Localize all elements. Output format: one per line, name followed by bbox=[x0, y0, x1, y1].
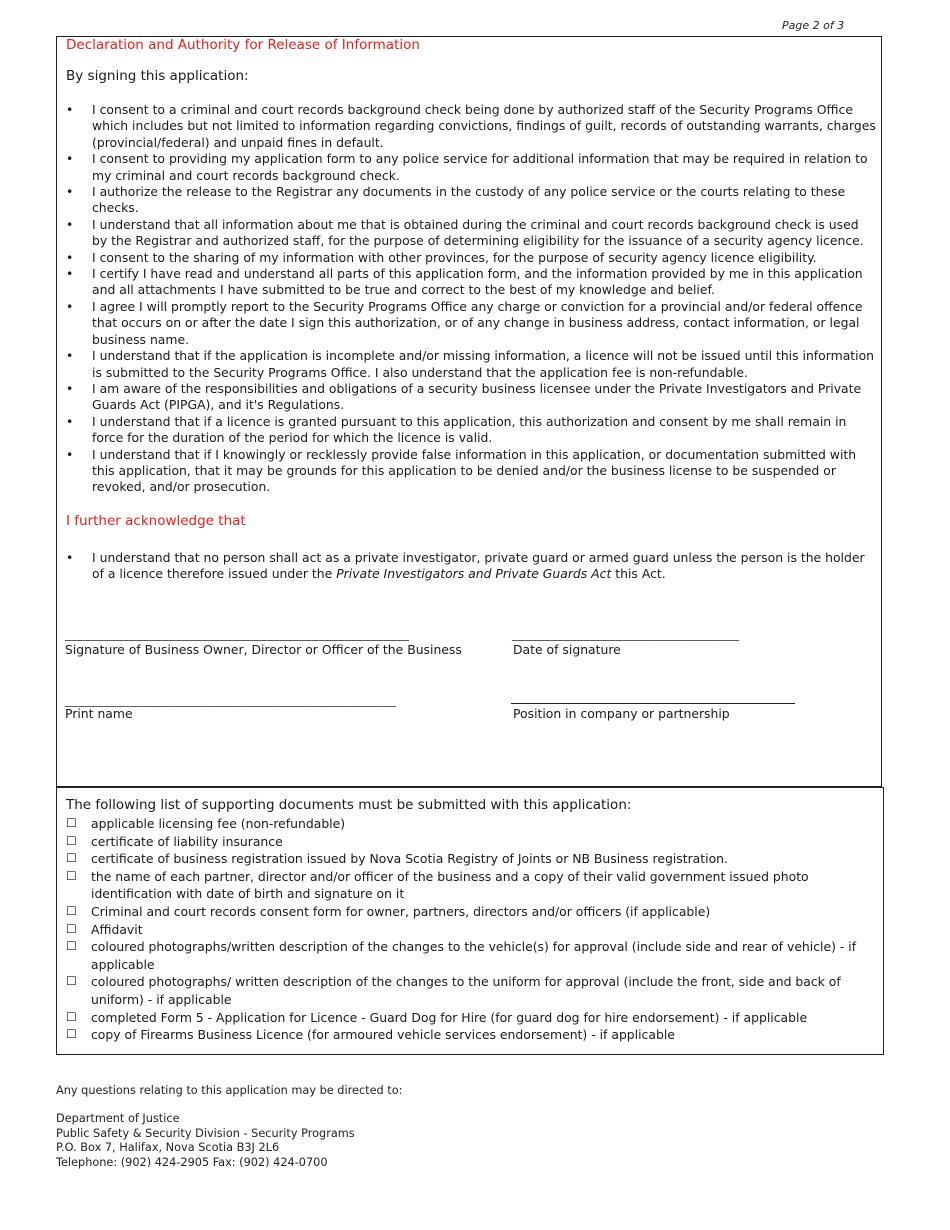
list-item: • I understand that if a licence is granted pursuant to this application, this authorization and consent by me shall remain in force for the duration of the period for which the licence is valid. bbox=[66, 413, 847, 446]
checkbox-icon[interactable]: ☐ bbox=[66, 868, 77, 883]
checkbox-icon[interactable]: ☐ bbox=[66, 939, 77, 954]
checkbox-icon[interactable]: ☐ bbox=[66, 1009, 77, 1024]
contact-division: Public Safety & Security Division - Security Programs bbox=[56, 1126, 355, 1140]
bullet-icon: • bbox=[66, 380, 74, 396]
bullet-icon: • bbox=[66, 348, 74, 364]
position-line[interactable] bbox=[511, 703, 795, 704]
act-name: Private Investigators and Private Guards Act bbox=[336, 566, 612, 582]
page-number: Page 2 of 3 bbox=[782, 19, 845, 32]
contact-phone: Telephone: (902) 424-2905 Fax: (902) 424-0700 bbox=[56, 1155, 328, 1169]
list-item: • I understand that all information about me that is obtained during the criminal and court records background check is used by the Registrar and authorized staff, for the purpose of determining eligibility for the issuance of a security agency licence. bbox=[66, 216, 864, 249]
list-item[interactable]: ☐ coloured photographs/written description of the changes to the vehicle(s) for approval (include side and rear of vehicle) - if applicable bbox=[66, 939, 857, 972]
bullet-icon: • bbox=[66, 298, 74, 314]
list-item[interactable]: ☐ certificate of business registration issued by Nova Scotia Registry of Joints or NB Business registration. bbox=[66, 851, 728, 867]
acknowledge-heading: I further acknowledge that bbox=[66, 513, 246, 529]
contact-intro: Any questions relating to this application may be directed to: bbox=[56, 1084, 403, 1097]
contact-block bbox=[56, 1112, 355, 1170]
acknowledge-statement: • I understand that no person shall act as a private investigator, private guard or armed guard unless the person is the holder of a licence therefore issued under the Private Investigators and Private Guards Act this Act. bbox=[66, 550, 865, 582]
list-item: • I consent to the sharing of my information with other provinces, for the purpose of security agency licence eligibility. bbox=[66, 249, 817, 265]
signature-line[interactable]: _____________________________________________________ bbox=[65, 626, 410, 641]
bullet-icon: • bbox=[66, 266, 74, 282]
bullet-icon: • bbox=[66, 102, 74, 117]
list-item[interactable]: ☐ certificate of liability insurance bbox=[66, 833, 283, 849]
list-item[interactable]: ☐ the name of each partner, director and/or officer of the business and a copy of their valid government issued photo identification with date of birth and signature on it bbox=[66, 868, 809, 902]
list-item: • I certify I have read and understand all parts of this application form, and the information provided by me in this application and all attachments I have submitted to be true and correct to the best of my knowledge and belief. bbox=[66, 266, 863, 298]
checkbox-icon[interactable]: ☐ bbox=[66, 816, 77, 830]
list-item: • I understand that if the application is incomplete and/or missing information, a licence will not be issued until this information is submitted to the Security Programs Office. I also understand that the application fee is non-refundable. bbox=[66, 348, 875, 380]
contact-address: P.O. Box 7, Halifax, Nova Scotia B3J 2L6 bbox=[56, 1141, 280, 1154]
list-item: • I am aware of the responsibilities and obligations of a security business licensee under the Private Investigators and Private Guards Act (PIPGA), and it's Regulations. bbox=[66, 380, 862, 413]
list-item: • I consent to a criminal and court records background check being done by authorized staff of the Security Programs Office which includes but not limited to information regarding convictions, findings of guilt, records of outstanding warrants, charges (provincial/federal) and unpaid fines in default. bbox=[66, 102, 876, 150]
bullet-icon: • bbox=[66, 446, 74, 462]
supporting-documents-section bbox=[56, 787, 884, 1055]
list-item[interactable]: ☐ completed Form 5 - Application for Licence - Guard Dog for Hire (for guard dog for hire endorsement) - if applicable bbox=[66, 1009, 808, 1025]
list-item[interactable]: ☐ coloured photographs/ written description of the changes to the uniform for approval (include the front, side and back of uniform) - if applicable bbox=[66, 974, 841, 1007]
list-item: • I agree I will promptly report to the Security Programs Office any charge or conviction for a provincial and/or federal offence that occurs on or after the date I sign this authorization, or of any change in business address, contact information, or legal business name. bbox=[66, 298, 863, 347]
list-item[interactable]: ☐ Criminal and court records consent form for owner, partners, directors and/or officers (if applicable) bbox=[66, 903, 711, 919]
checkbox-icon[interactable]: ☐ bbox=[66, 903, 77, 918]
checkbox-icon[interactable]: ☐ bbox=[66, 974, 77, 989]
checkbox-icon[interactable]: ☐ bbox=[66, 833, 77, 848]
list-item[interactable]: ☐ applicable licensing fee (non-refundable) bbox=[66, 816, 346, 831]
position-label: Position in company or partnership bbox=[513, 706, 730, 721]
contact-department: Department of Justice bbox=[56, 1112, 180, 1125]
date-line[interactable]: ___________________________________ bbox=[512, 626, 740, 641]
print-name-line[interactable]: ___________________________________________________ bbox=[65, 692, 397, 707]
declaration-heading: Declaration and Authority for Release of Information bbox=[66, 37, 420, 53]
bullet-icon: • bbox=[66, 184, 74, 200]
declaration-list bbox=[65, 102, 877, 496]
list-item: • I consent to providing my application form to any police service for additional information that may be required in relation to my criminal and court records background check. bbox=[66, 151, 868, 183]
date-label: Date of signature bbox=[513, 642, 621, 657]
checkbox-icon[interactable]: ☐ bbox=[66, 1027, 77, 1042]
documents-checklist bbox=[66, 815, 871, 1044]
bullet-icon: • bbox=[66, 249, 74, 265]
print-name-label: Print name bbox=[65, 706, 133, 721]
list-item[interactable]: ☐ Affidavit bbox=[66, 921, 143, 937]
bullet-icon: • bbox=[66, 413, 74, 429]
documents-title: The following list of supporting documents must be submitted with this application: bbox=[66, 797, 632, 813]
checkbox-icon[interactable]: ☐ bbox=[66, 851, 77, 866]
list-item: • I understand that if I knowingly or recklessly provide false information in this application, or documentation submitted with this application, that it may be grounds for this application to be denied and/or the business license to be suspended or revoked, and/or prosecution. bbox=[66, 446, 857, 495]
list-item: • I authorize the release to the Registrar any documents in the custody of any police service or the courts relating to these checks. bbox=[66, 184, 846, 216]
bullet-icon: • bbox=[66, 550, 74, 565]
checkbox-icon[interactable]: ☐ bbox=[66, 921, 77, 936]
bullet-icon: • bbox=[66, 216, 74, 232]
list-item[interactable]: ☐ copy of Firearms Business Licence (for armoured vehicle services endorsement) - if applicable bbox=[66, 1027, 675, 1043]
declaration-section bbox=[56, 36, 882, 787]
bullet-icon: • bbox=[66, 151, 74, 167]
declaration-intro: By signing this application: bbox=[66, 68, 249, 84]
signature-label: Signature of Business Owner, Director or Officer of the Business bbox=[65, 642, 462, 657]
